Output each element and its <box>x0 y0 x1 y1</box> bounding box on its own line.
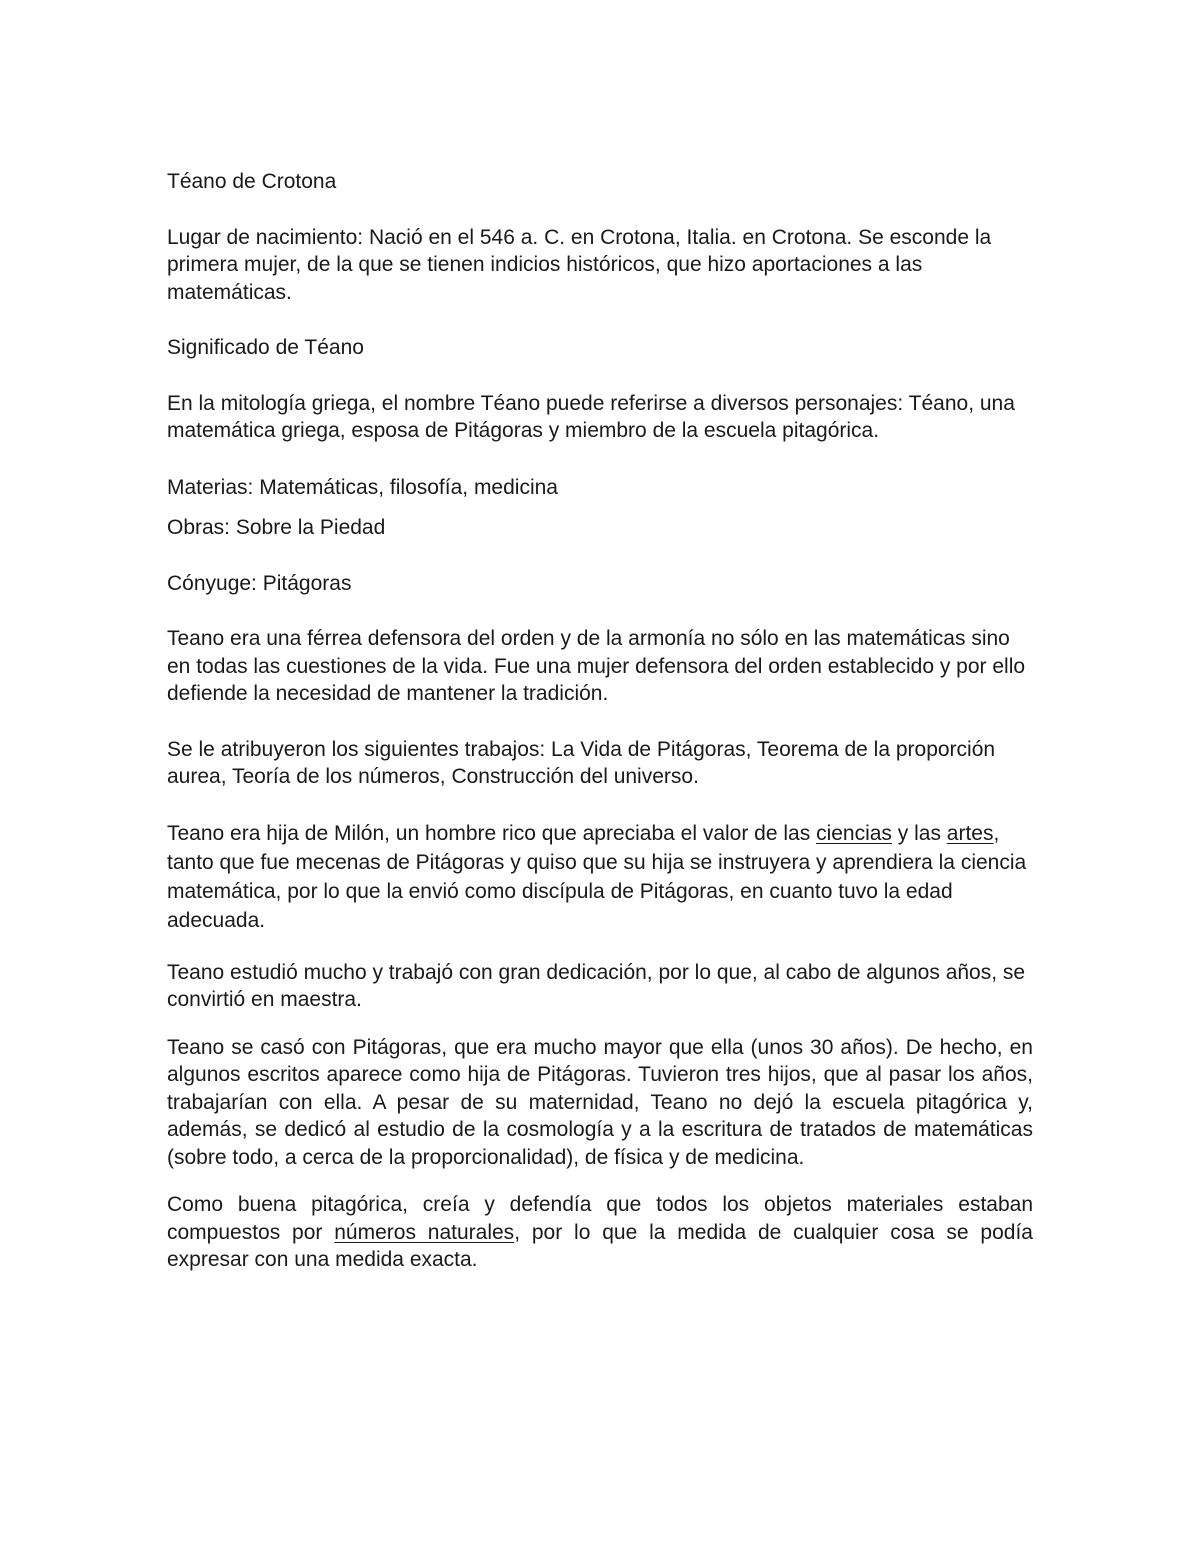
numbers-paragraph <box>167 1191 1033 1274</box>
ciencias-link[interactable]: ciencias <box>816 821 892 845</box>
numeros-naturales-link[interactable]: números naturales <box>334 1220 515 1244</box>
order-paragraph: Teano era una férrea defensora del orden y de la armonía no sólo en las matemáticas sino en todas las cuestiones de la vida. Fue una mujer defensora del orden establecido y por ello defiende la necesidad de mantener la tradición. <box>167 627 1026 705</box>
artes-link[interactable]: artes <box>946 821 994 845</box>
meaning-paragraph: En la mitología griega, el nombre Téano puede referirse a diversos personajes: Téano, una matemática griega, esposa de Pitágoras y miembro de la escuela pitagórica. <box>167 391 1015 442</box>
numbers-text-2: , por lo que la medida de cualquier cosa se podía expresar con una medida exacta. <box>167 1220 1033 1271</box>
study-paragraph: Teano estudió mucho y trabajó con gran dedicación, por lo que, al cabo de algunos años, se convirtió en maestra. <box>167 960 1026 1011</box>
meaning-heading: Significado de Téano <box>167 336 364 359</box>
marriage-paragraph: Teano se casó con Pitágoras, que era mucho mayor que ella (unos 30 años). De hecho, en algunos escritos aparece como hija de Pitágoras. Tuvieron tres hijos, que al pasar los años, trabajarían con ella. A pesar de su maternidad, Teano no dejó la escuela pitagórica y, además, se dedicó al estudio de la cosmología y a la escritura de tratados de matemáticas (sobre todo, a cerca de la proporcionalidad), de física y de medicina. <box>167 1035 1033 1169</box>
document-page <box>167 168 1033 1274</box>
attributed-works-paragraph: Se le atribuyeron los siguientes trabajos: La Vida de Pitágoras, Teorema de la proporción aurea, Teoría de los números, Construcción del universo. <box>167 737 996 788</box>
birthplace-paragraph: Lugar de nacimiento: Nació en el 546 a. C. en Crotona, Italia. en Crotona. Se esconde la primera mujer, de la que se tienen indicios históricos, que hizo aportaciones a las matemáticas. <box>167 225 992 304</box>
daughter-paragraph <box>167 819 1033 935</box>
daughter-text-2: y las <box>891 821 947 845</box>
daughter-text-3: , tanto que fue mecenas de Pitágoras y quiso que su hija se instruyera y aprendiera la ciencia matemática, por lo que la envió como discípula de Pitágoras, en cuanto tuvo la edad adecuada. <box>167 821 1027 932</box>
spouse-line: Cónyuge: Pitágoras <box>167 571 352 595</box>
works-line: Obras: Sobre la Piedad <box>167 516 386 539</box>
subjects-line: Materias: Matemáticas, filosofía, medicina <box>167 475 558 499</box>
document-title: Téano de Crotona <box>167 170 337 193</box>
daughter-text-1: Teano era hija de Milón, un hombre rico que apreciaba el valor de las <box>167 821 817 845</box>
numbers-text-1: Como buena pitagórica, creía y defendía que todos los objetos materiales estaban compuestos por <box>167 1193 1033 1244</box>
